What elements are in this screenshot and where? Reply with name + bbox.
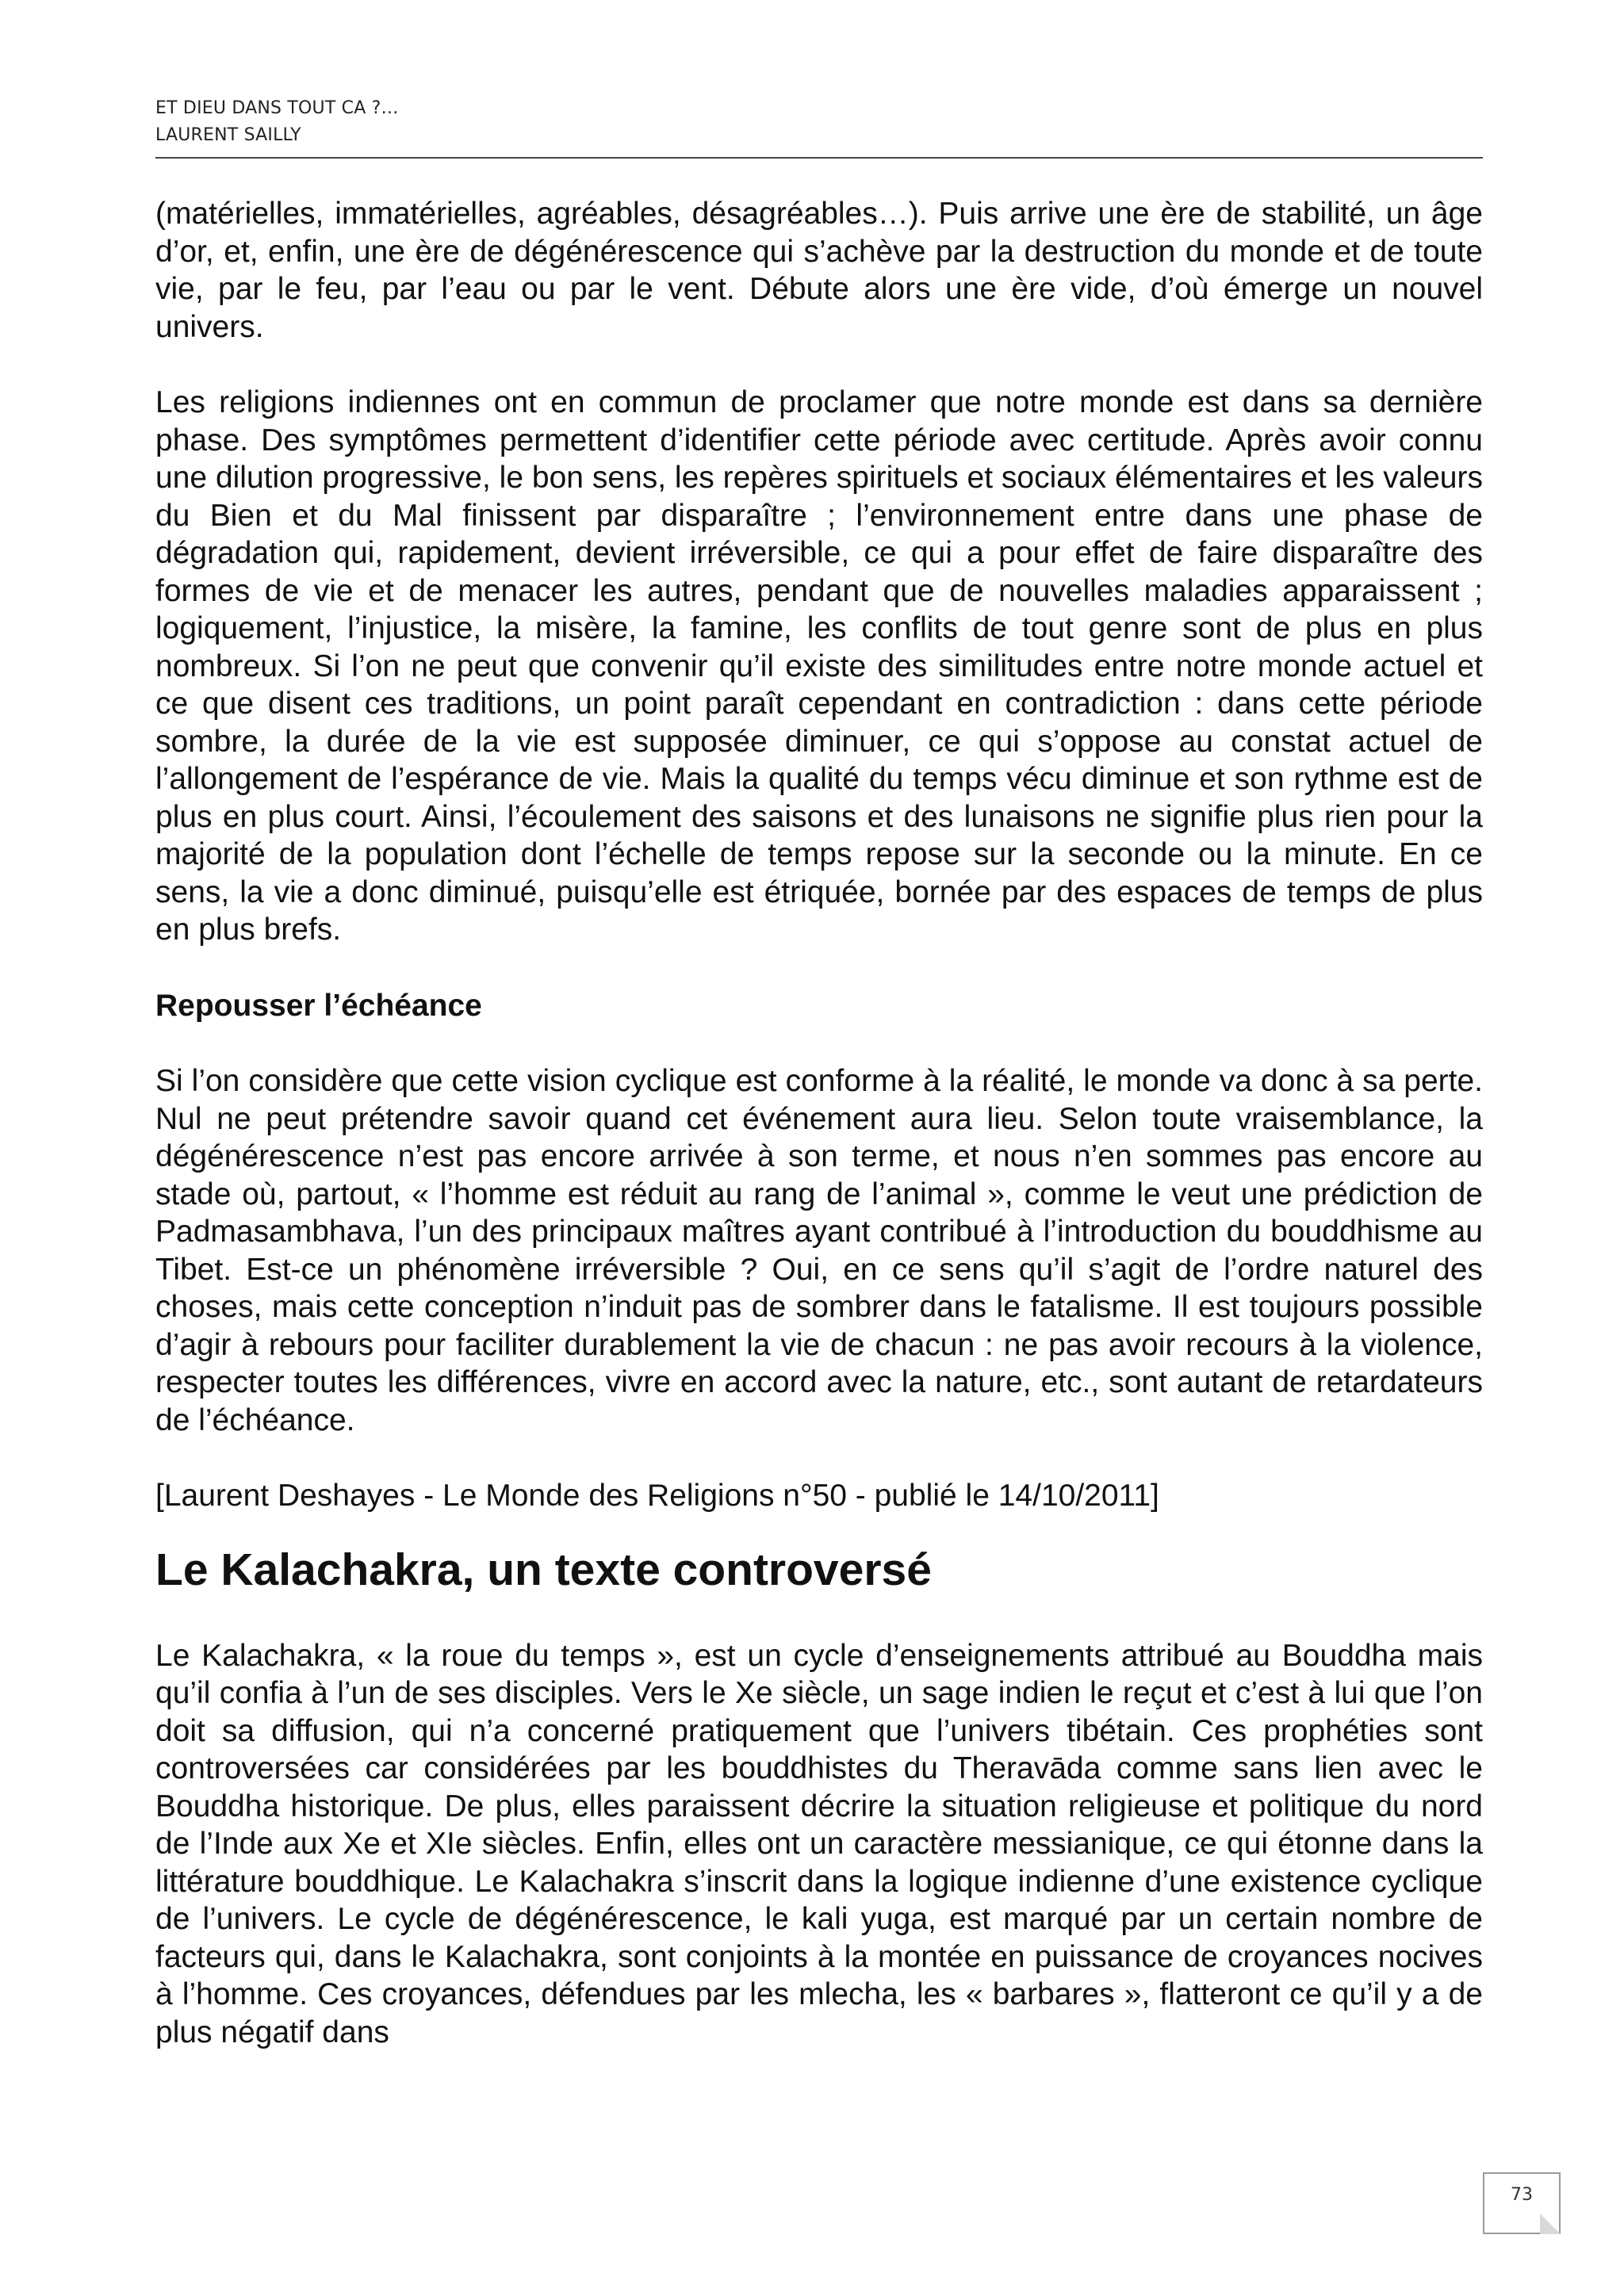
page-curl-icon <box>1540 2214 1561 2234</box>
paragraph-kalachakra: Le Kalachakra, « la roue du temps », est un cycle d’enseignements attribué au Bouddha mais qu’il confia à l’un de ses disciples. Vers le Xe siècle, un sage indien le reçut et c’est à lui que l’on doit sa diffusion, qui n’a concerné pratiquement que l’univers tibétain. Ces prophéties sont controversées car considérées par les bouddhistes du Theravāda comme sans lien avec le Bouddha historique. De plus, elles paraissent décrire la situation religieuse et politique du nord de l’Inde aux Xe et XIe siècles. Enfin, elles ont un caractère messianique, ce qui étonne dans la littérature bouddhique. Le Kalachakra s’inscrit dans la logique indienne d’une existence cyclique de l’univers. Le cycle de dégénérescence, le kali yuga, est marqué par un certain nombre de facteurs qui, dans le Kalachakra, sont conjoints à la montée en puissance de croyances nocives à l’homme. Ces croyances, défendues par les mlecha, les « barbares », flatteront ce qu’il y a de plus négatif dans <box>155 1638 1483 2049</box>
running-header <box>155 95 1483 159</box>
paragraph-continuation: (matérielles, immatérielles, agréables, désagréables…). Puis arrive une ère de stabilité, un âge d’or, et, enfin, une ère de dégénérescence qui s’achève par la destruction du monde et de toute vie, par le feu, par l’eau ou par le vent. Débute alors une ère vide, d’où émerge un nouvel univers. <box>155 197 1483 344</box>
author-name: LAURENT SAILLY <box>155 125 301 145</box>
page-number: 73 <box>1511 2185 1533 2205</box>
subheading-repousser: Repousser l’échéance <box>155 988 482 1023</box>
page-number-box <box>1483 2172 1561 2234</box>
paragraph-cyclic-vision: Si l’on considère que cette vision cyclique est conforme à la réalité, le monde va donc à sa perte. Nul ne peut prétendre savoir quand cet événement aura lieu. Selon toute vraisemblance, la dégénérescence n’est pas encore arrivée à son terme, et nous n’en sommes pas encore au stade où, partout, « l’homme est réduit au rang de l’animal », comme le veut une prédiction de Padmasambhava, l’un des principaux maîtres ayant contribué à l’introduction du bouddhisme au Tibet. Est-ce un phénomène irréversible ? Oui, en ce sens qu’il s’agit de l’ordre naturel des choses, mais cette conception n’induit pas de sombrer dans le fatalisme. Il est toujours possible d’agir à rebours pour faciliter durablement la vie de chacun : ne pas avoir recours à la violence, respecter toutes les différences, vivre en accord avec la nature, etc., sont autant de retardateurs de l’échéance. <box>155 1064 1483 1437</box>
source-citation: [Laurent Deshayes - Le Monde des Religions n°50 - publié le 14/10/2011] <box>155 1479 1159 1513</box>
section-title: Le Kalachakra, un texte controversé <box>155 1544 932 1595</box>
book-title: ET DIEU DANS TOUT CA ?… <box>155 98 399 118</box>
body-text <box>155 195 1483 2089</box>
paragraph-indian-religions: Les religions indiennes ont en commun de proclamer que notre monde est dans sa dernière phase. Des symptômes permettent d’identifier cette période avec certitude. Après avoir connu une dilution progressive, le bon sens, les repères spirituels et sociaux élémentaires et les valeurs du Bien et du Mal finissent par disparaître ; l’environnement entre dans une phase de dégradation qui, rapidement, devient irréversible, ce qui a pour effet de faire disparaître des formes de vie et de menacer les autres, pendant que de nouvelles maladies apparaissent ; logiquement, l’injustice, la misère, la famine, les conflits de tout genre sont de plus en plus nombreux. Si l’on ne peut que convenir qu’il existe des similitudes entre notre monde actuel et ce que disent ces traditions, un point paraît cependant en contradiction : dans cette période sombre, la durée de la vie est supposée diminuer, ce qui s’oppose au constat actuel de l’allongement de l’espérance de vie. Mais la qualité du temps vécu diminue et son rythme est de plus en plus court. Ainsi, l’écoulement des saisons et des lunaisons ne signifie plus rien pour la majorité de la population dont l’échelle de temps repose sur la seconde ou la minute. En ce sens, la vie a donc diminué, puisqu’elle est étriquée, bornée par des espaces de temps de plus en plus brefs. <box>155 385 1483 947</box>
